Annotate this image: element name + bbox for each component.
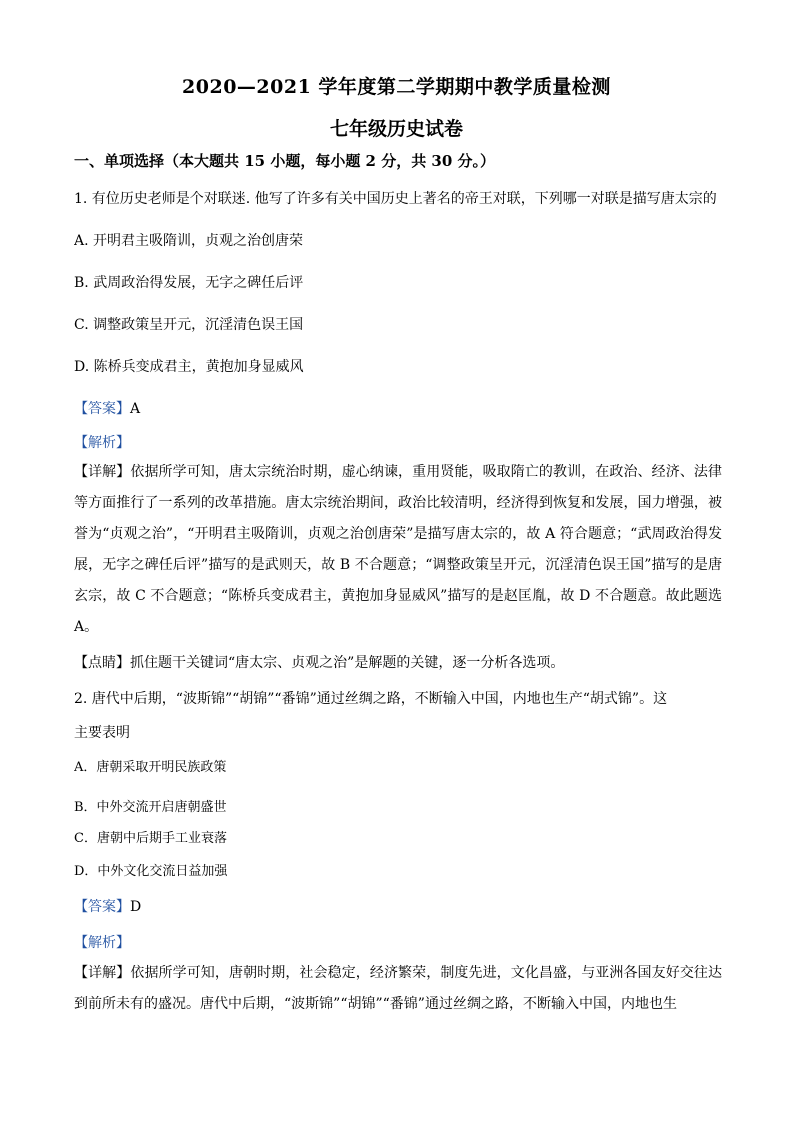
answer-label: 【答案】 xyxy=(74,401,130,417)
answer-value: A xyxy=(130,401,141,417)
document-title: 2020—2021 学年度第二学期期中教学质量检测 xyxy=(182,76,611,98)
q2-option-a: A．唐朝采取开明民族政策 xyxy=(74,760,227,775)
q2-option-c: C．唐朝中后期手工业衰落 xyxy=(74,831,227,846)
q1-option-d: D. 陈桥兵变成君主，黄抱加身显威风 xyxy=(74,359,304,375)
q2-option-b: B．中外交流开启唐朝盛世 xyxy=(74,800,227,815)
detail-label: 【详解】 xyxy=(74,965,131,981)
document-subtitle: 七年级历史试卷 xyxy=(329,118,463,140)
detail-label: 【详解】 xyxy=(74,464,131,480)
q2-answer xyxy=(74,896,724,916)
q1-option-b: B. 武周政治得发展，无字之碑任后评 xyxy=(74,275,304,291)
q1-detail xyxy=(74,457,722,643)
q1-option-c: C. 调整政策呈开元，沉淫清色误王国 xyxy=(74,317,304,333)
q1-analysis xyxy=(74,432,724,452)
q2-detail xyxy=(74,958,722,1020)
answer-label: 【答案】 xyxy=(74,899,130,915)
analysis-label: 【解析】 xyxy=(74,935,130,951)
q1-stem: 1. 有位历史老师是个对联迷. 他写了许多有关中国历史上著名的帝王对联，下列哪一对联是描写唐太宗的 xyxy=(74,191,717,207)
answer-value: D xyxy=(130,899,142,915)
q1-option-a: A. 开明君主吸隋训，贞观之治创唐荣 xyxy=(74,233,304,249)
q1-answer xyxy=(74,398,724,418)
analysis-label: 【解析】 xyxy=(74,435,130,451)
tip-label: 【点睛】 xyxy=(74,655,130,671)
q2-stem-line2: 主要表明 xyxy=(74,725,130,741)
tip-text: 抓住题干关键词“唐太宗、贞观之治”是解题的关键，逐一分析各选项。 xyxy=(130,655,565,671)
detail-text: 依据所学可知，唐朝时期，社会稳定，经济繁荣，制度先进，文化昌盛，与亚洲各国友好交往达到前所未有的盛况。唐代中后期，“波斯锦”“胡锦”“番锦”通过丝绸之路，不断输入中国，内地也生 xyxy=(74,965,723,1012)
q1-tip xyxy=(74,652,724,672)
detail-text: 依据所学可知，唐太宗统治时期，虚心纳谏，重用贤能，吸取隋亡的教训，在政治、经济、法律等方面推行了一系列的改革措施。唐太宗统治期间，政治比较清明，经济得到恢复和发展，国力增强，被誉为“贞观之治”，“开明君主吸隋训，贞观之治创唐荣”是描写唐太宗的，故 A 符合题意；“武周政治得发展，无字之碑任后评”描写的是武则天，故 B 不合题意；“调整政策呈开元，沉淫清色误王国”描写的是唐玄宗，故 C 不合题意；“陈桥兵变成君主，黄抱加身显威风”描写的是赵匡胤，故 D 不合题意。故此题选 A。 xyxy=(74,464,723,635)
q2-analysis xyxy=(74,932,724,952)
q2-stem-line1: 2. 唐代中后期，“波斯锦”“胡锦”“番锦”通过丝绸之路，不断输入中国，内地也生产“胡式锦”。这 xyxy=(74,691,668,707)
q2-option-d: D．中外文化交流日益加强 xyxy=(74,864,228,879)
section-heading: 一、单项选择（本大题共 15 小题，每小题 2 分，共 30 分。） xyxy=(74,152,496,170)
